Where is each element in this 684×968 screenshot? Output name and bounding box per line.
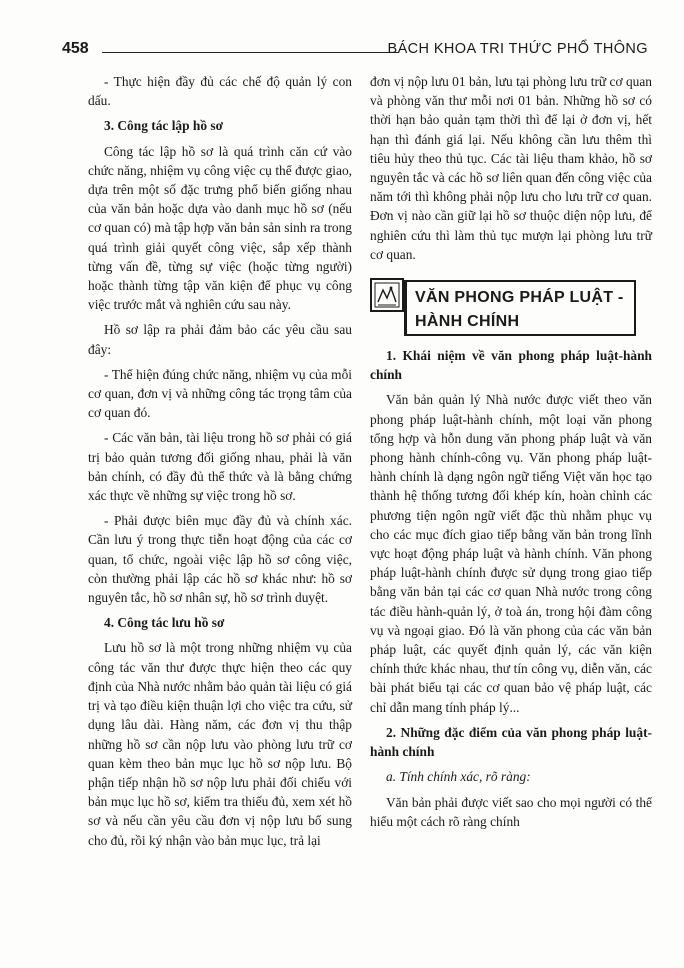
left-column: [88, 72, 352, 856]
chapter-title: [404, 280, 636, 336]
paragraph: Công tác lập hồ sơ là quá trình căn cứ vào chức năng, nhiệm vụ công việc cụ thể được giao, dựa trên một số đặc trưng phổ biến giống nhau của văn bản hoặc dựa vào danh mục hồ sơ (nếu cơ quan có) mà tập hợp văn bản sản sinh ra trong quá trình giải quyết công việc, sắp xếp thành từng vấn đề, từng sự việc (hoặc từng người) hoặc thành từng tập văn kiện để phục vụ công việc trước mắt và nghiên cứu sau này.: [88, 143, 352, 313]
subsection-heading: a. Tính chính xác, rõ ràng:: [386, 769, 531, 785]
paragraph: đơn vị nộp lưu 01 bản, lưu tại phòng lưu trữ cơ quan và phòng văn thư mỗi nơi 01 bản. Những hồ sơ có thời hạn bảo quản tạm thời thì để lại ở đơn vị, hết hạn thì đánh giá lại. Nếu không cần lưu thêm thì tiêu hủy theo thủ tục. Các tài liệu tham khảo, hồ sơ nguyên tắc và các hồ sơ liên quan đến công việc của năm tới thì không phải nộp lưu cho lưu trữ cơ quan. Đơn vị nào cần giữ lại hồ sơ thuộc diện nộp lưu, để nghiên cứu thì làm thủ tục mượn lại phòng lưu trữ cơ quan.: [370, 74, 652, 262]
header-rule: [102, 52, 398, 53]
section-heading-1: 1. Khái niệm về văn phong pháp luật-hành chính: [370, 348, 652, 383]
page-number: 458: [62, 40, 89, 57]
chapter-title-line-1: VĂN PHONG PHÁP LUẬT -: [415, 289, 624, 307]
chapter-banner: [370, 278, 652, 342]
chapter-ornament-icon: [370, 278, 404, 312]
paragraph: - Thực hiện đầy đủ các chế độ quản lý con dấu.: [88, 74, 352, 109]
paragraph: Văn bản quản lý Nhà nước được viết theo văn phong pháp luật-hành chính, một loại văn phong tổng hợp và hỗn dung văn phong pháp luật và văn phong hành chính-công vụ. Văn phong pháp luật-hành chính là dạng ngôn ngữ tiếng Việt văn học tạo thành hệ thống tương đối khép kín, hoàn chỉnh các phương tiện ngôn ngữ viết đặc thù nhằm phục vụ cho các mục đích giao tiếp bằng văn bản trong lĩnh vực hoạt động pháp luật và hành chính. Văn phong pháp luật-hành chính được sử dụng trong giao tiếp bằng văn bản tại các cơ quan Nhà nước trong công tác điều hành-quản lý, ở toà án, trong hội đàm công vụ và ngoại giao. Đó là văn phong của các văn bản pháp luật, các quyết định quản lý, các văn kiện chính thức khác nhau, thư tín công vụ, diễn văn, các bài phát biểu tại các cơ quan bảo vệ pháp luật, các chỉ dẫn mang tính pháp lý...: [370, 392, 652, 715]
page-header: [62, 40, 648, 64]
right-column: [370, 72, 652, 837]
section-heading-3: 3. Công tác lập hồ sơ: [104, 118, 224, 134]
paragraph: Văn bản phải được viết sao cho mọi người có thể hiểu một cách rõ ràng chính: [370, 794, 652, 829]
paragraph: - Phải được biên mục đầy đủ và chính xác. Cần lưu ý trong thực tiễn hoạt động của các cơ quan, tổ chức, ngoài việc lập hồ sơ công việc, còn thường phải lập các hồ sơ khác như: hồ sơ nguyên tắc, hồ sơ nhân sự, hồ sơ trình duyệt.: [88, 513, 352, 606]
section-heading-2: 2. Những đặc điểm của văn phong pháp luật-hành chính: [370, 724, 652, 760]
section-heading-4: 4. Công tác lưu hồ sơ: [104, 615, 225, 631]
paragraph: Hồ sơ lập ra phải đảm bảo các yêu cầu sau đây:: [88, 322, 352, 357]
book-title: BÁCH KHOA TRI THỨC PHỔ THÔNG: [387, 41, 648, 57]
paragraph: - Các văn bản, tài liệu trong hồ sơ phải có giá trị bảo quản tương đối giống nhau, phải là văn bản chính, có đầy đủ thể thức và là bằng chứng xác thực về những sự việc trong hồ sơ.: [88, 430, 352, 504]
chapter-title-line-2: HÀNH CHÍNH: [415, 313, 520, 331]
paragraph: Lưu hồ sơ là một trong những nhiệm vụ của công tác văn thư được thực hiện theo các quy định của Nhà nước nhằm bảo quản tài liệu có giá trị và tạo điều kiện thuận lợi cho việc tra cứu, sử dụng lâu dài. Hàng năm, các đơn vị thu thập những hồ sơ cần nộp lưu vào phòng lưu trữ cơ quan kèm theo bản mục lục hồ sơ nộp lưu. Bộ phận tiếp nhận hồ sơ nộp lưu phải đối chiếu với bản mục lục hồ sơ, kiểm tra thiếu đủ, xem xét hồ sơ và nếu cần yêu cầu đơn vị nộp lưu bổ sung cho đủ, rồi ký nhận vào bản mục lục, trả lại: [88, 640, 352, 848]
paragraph: - Thể hiện đúng chức năng, nhiệm vụ của mỗi cơ quan, đơn vị và những công tác trọng tâm của cơ quan đó.: [88, 366, 352, 421]
